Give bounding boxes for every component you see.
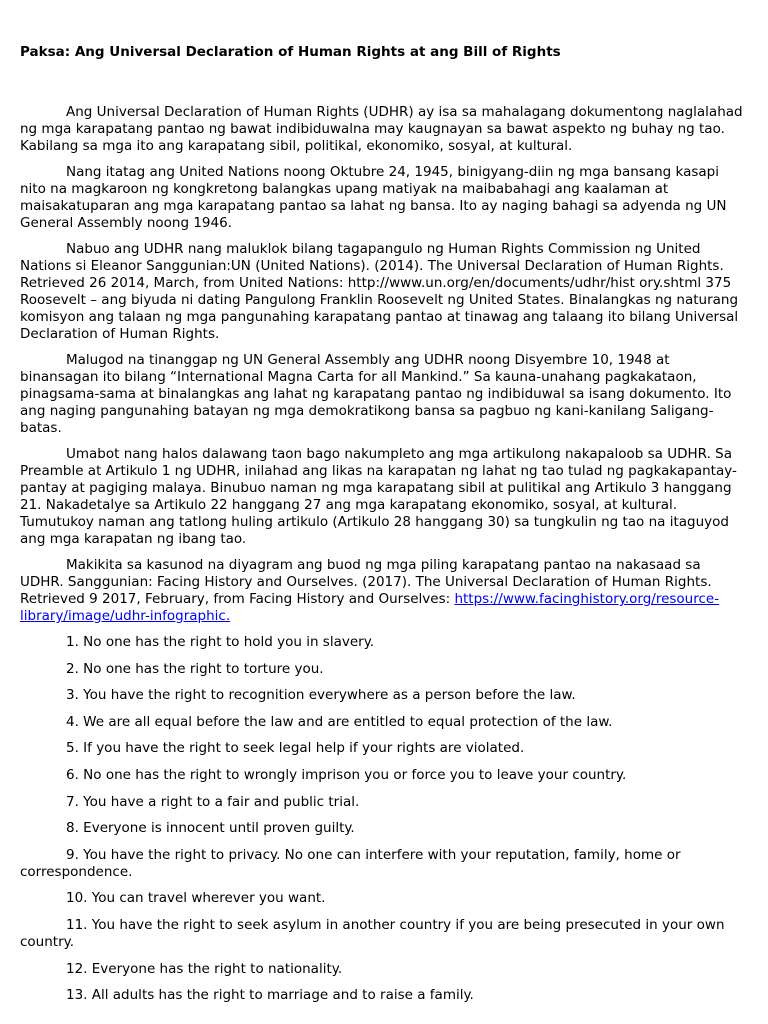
list-item: 8. Everyone is innocent until proven guilty. xyxy=(66,820,355,837)
paragraph-udhr-adoption: Malugod na tinanggap ng UN General Assembly ang UDHR noong Disyembre 10, 1948 at binansagan ito bilang “International Magna Carta for all Mankind.” Sa kauna-unahang pagkakataon, pinagsama-sama at binalangkas ang lahat ng karapatang pantao ng indibiduwal sa isang dokumento. Ito ang naging pangunahing batayan ng mga demokratikong bansa sa pagbuo ng kani-kanilang Saligang-batas. xyxy=(20,352,732,436)
list-item: 4. We are all equal before the law and are entitled to equal protection of the law. xyxy=(66,713,613,730)
list-item: 13. All adults has the right to marriage and to raise a family. xyxy=(66,987,474,1004)
list-item: 12. Everyone has the right to nationality. xyxy=(66,960,343,977)
list-item: 10. You can travel wherever you want. xyxy=(66,890,326,907)
list-item: 1. No one has the right to hold you in slavery. xyxy=(66,634,375,650)
facinghistory-link[interactable]: https://www.facinghistory.org/resource-library/image/udhr-infographic. xyxy=(20,591,720,624)
paragraph-udhr-articles: Umabot nang halos dalawang taon bago nakumpleto ang mga artikulong nakapaloob sa UDHR. Sa Preamble at Artikulo 1 ng UDHR, inilahad ang likas na karapatan ng lahat ng tao tulad ng pagkakapantay-pantay at pagiging malaya. Binubuo naman ng mga karapatang sibil at pulitikal ang Artikulo 3 hanggang 21. Nakadetalye sa Artikulo 22 hanggang 27 ang mga karapatang ekonomiko, sosyal, at kultural. Tumutukoy naman ang tatlong huling artikulo (Artikulo 28 hanggang 30) sa tungkulin ng tao na itaguyod ang mga karapatan ng ibang tao. xyxy=(20,446,737,547)
source-text: Makikita sa kasunod na diyagram ang buod ng mga piling karapatang pantao na nakasaad sa UDHR. Sanggunian: Facing History and Ourselves. (2017). The Universal Declaration of Human Rights. Retrieved 9 2017, February, from Facing History and Ourselves: xyxy=(20,557,712,607)
paragraph-un-founding: Nang itatag ang United Nations noong Oktubre 24, 1945, binigyang-diin ng mga bansang kasapi nito na magkaroon ng kongkretong balangkas upang matiyak na maibabahagi ang kaalaman at maisakatuparan ang mga karapatang pantao sa lahat ng bansa. Ito ay naging bahagi sa adyenda ng UN General Assembly noong 1946. xyxy=(20,164,727,231)
paragraph-udhr-formation: Nabuo ang UDHR nang maluklok bilang tagapangulo ng Human Rights Commission ng United Nations si Eleanor Sanggunian:UN (United Nations). (2014). The Universal Declaration of Human Rights. Retrieved 26 2014, March, from United Nations: http://www.un.org/en/documents/udhr/hist ory.shtml 375 Roosevelt – ang biyuda ni dating Pangulong Franklin Roosevelt ng United States. Binalangkas ng naturang komisyon ang talaan ng mga pangunahing karapatang pantao at tinawag ang talaang ito bilang Universal Declaration of Human Rights. xyxy=(20,241,739,342)
rights-list xyxy=(20,634,746,1004)
list-item: 6. No one has the right to wrongly imprison you or force you to leave your country. xyxy=(66,766,627,783)
page-title: Paksa: Ang Universal Declaration of Human Rights at ang Bill of Rights xyxy=(20,44,561,60)
list-item: 9. You have the right to privacy. No one can interfere with your reputation, family, home or correspondence. xyxy=(20,846,681,880)
list-item: 7. You have a right to a fair and public trial. xyxy=(66,793,360,810)
list-item: 3. You have the right to recognition everywhere as a person before the law. xyxy=(66,687,576,704)
list-item: 2. No one has the right to torture you. xyxy=(66,660,324,677)
paragraph-diagram-source xyxy=(20,557,746,625)
paragraph-udhr-intro: Ang Universal Declaration of Human Rights (UDHR) ay isa sa mahalagang dokumentong naglalahad ng mga karapatang pantao ng bawat indibiduwalna may kaugnayan sa bawat aspekto ng buhay ng tao. Kabilang sa mga ito ang karapatang sibil, politikal, ekonomiko, sosyal, at kultural. xyxy=(20,104,743,154)
list-item: 5. If you have the right to seek legal help if your rights are violated. xyxy=(66,740,525,757)
list-item: 11. You have the right to seek asylum in another country if you are being presecuted in your own country. xyxy=(20,916,725,950)
